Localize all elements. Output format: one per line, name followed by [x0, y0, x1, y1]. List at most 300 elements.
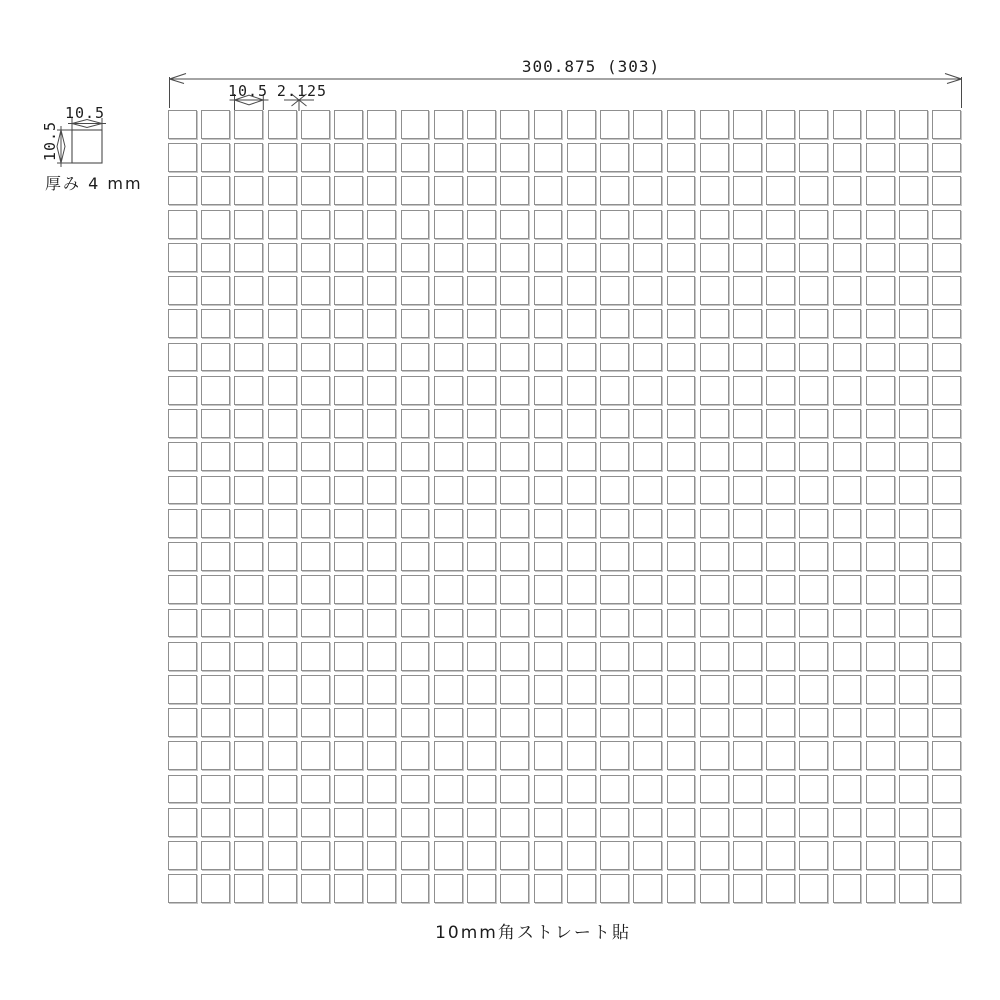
tile — [434, 409, 463, 438]
tile — [168, 609, 197, 638]
tile — [899, 841, 928, 870]
tile — [467, 376, 496, 405]
tile — [401, 675, 430, 704]
tile — [201, 376, 230, 405]
tile — [367, 409, 396, 438]
tile — [733, 376, 762, 405]
tile — [633, 476, 662, 505]
tile — [866, 708, 895, 737]
tile — [733, 343, 762, 372]
tile — [500, 575, 529, 604]
tile — [667, 509, 696, 538]
tile — [899, 509, 928, 538]
tile — [234, 409, 263, 438]
tile — [401, 110, 430, 139]
tile — [733, 110, 762, 139]
tile — [899, 476, 928, 505]
tile — [567, 176, 596, 205]
tile — [567, 775, 596, 804]
tile — [367, 509, 396, 538]
tile — [866, 476, 895, 505]
tile — [799, 708, 828, 737]
tile — [234, 476, 263, 505]
tile — [932, 343, 961, 372]
tile — [434, 442, 463, 471]
tile — [367, 210, 396, 239]
tile — [334, 176, 363, 205]
tile — [932, 309, 961, 338]
tile — [700, 609, 729, 638]
tile — [168, 210, 197, 239]
tile — [833, 509, 862, 538]
tile — [766, 874, 795, 903]
tile — [234, 609, 263, 638]
tile — [700, 841, 729, 870]
tile — [667, 210, 696, 239]
tile — [500, 176, 529, 205]
tile — [667, 808, 696, 837]
tile — [633, 609, 662, 638]
tile — [500, 143, 529, 172]
tile — [401, 575, 430, 604]
tile — [367, 609, 396, 638]
tile — [334, 243, 363, 272]
tile — [567, 343, 596, 372]
tile — [766, 675, 795, 704]
tile — [500, 841, 529, 870]
tile — [633, 775, 662, 804]
tile — [633, 509, 662, 538]
tile — [168, 110, 197, 139]
tile — [234, 376, 263, 405]
tile — [168, 775, 197, 804]
tile — [268, 442, 297, 471]
tile — [301, 343, 330, 372]
tile — [600, 808, 629, 837]
tile — [932, 874, 961, 903]
tile — [434, 642, 463, 671]
tile — [367, 741, 396, 770]
tile — [899, 675, 928, 704]
tile — [334, 276, 363, 305]
tile — [301, 276, 330, 305]
tile — [301, 575, 330, 604]
tile — [667, 176, 696, 205]
tile-detail-view — [57, 118, 106, 167]
tile — [467, 542, 496, 571]
tile — [600, 609, 629, 638]
tile — [401, 309, 430, 338]
tile — [567, 575, 596, 604]
tile — [799, 675, 828, 704]
tile — [234, 442, 263, 471]
tile — [301, 243, 330, 272]
tile — [367, 808, 396, 837]
tile — [201, 575, 230, 604]
tile — [268, 409, 297, 438]
tile — [467, 409, 496, 438]
tile — [168, 642, 197, 671]
tile — [500, 309, 529, 338]
tile — [833, 575, 862, 604]
tile — [932, 708, 961, 737]
tile — [367, 841, 396, 870]
tile — [899, 609, 928, 638]
tile — [234, 642, 263, 671]
tile — [334, 775, 363, 804]
tile — [700, 675, 729, 704]
tile — [733, 841, 762, 870]
tile — [932, 575, 961, 604]
tile — [700, 210, 729, 239]
tile — [567, 442, 596, 471]
tile — [899, 309, 928, 338]
tile — [201, 176, 230, 205]
tile — [268, 741, 297, 770]
tile — [833, 309, 862, 338]
tile — [932, 276, 961, 305]
tile — [899, 542, 928, 571]
tile — [799, 276, 828, 305]
tile — [567, 276, 596, 305]
tile — [766, 708, 795, 737]
tile — [700, 775, 729, 804]
tile — [301, 376, 330, 405]
tile — [833, 343, 862, 372]
tile — [899, 741, 928, 770]
dimension-arrow-left-icon — [170, 74, 187, 84]
tile — [334, 409, 363, 438]
tile — [434, 874, 463, 903]
tile — [201, 509, 230, 538]
tile — [534, 609, 563, 638]
tile — [334, 376, 363, 405]
tile — [201, 409, 230, 438]
tile — [633, 276, 662, 305]
tile — [766, 542, 795, 571]
tile — [301, 442, 330, 471]
tile — [899, 775, 928, 804]
tile — [168, 874, 197, 903]
tile — [799, 741, 828, 770]
tile — [833, 243, 862, 272]
tile — [667, 642, 696, 671]
tile — [899, 143, 928, 172]
tile — [201, 775, 230, 804]
tile — [932, 409, 961, 438]
tile — [866, 841, 895, 870]
detail-thickness-label: 厚み 4 mm — [45, 174, 143, 193]
tile — [799, 874, 828, 903]
tile — [866, 376, 895, 405]
tile — [733, 276, 762, 305]
tile — [201, 309, 230, 338]
tile — [932, 176, 961, 205]
tile — [899, 243, 928, 272]
tile — [367, 276, 396, 305]
tile — [234, 343, 263, 372]
tile-grid — [168, 110, 961, 903]
tile — [467, 509, 496, 538]
tile — [667, 276, 696, 305]
tile — [567, 376, 596, 405]
tile — [168, 542, 197, 571]
tile — [567, 808, 596, 837]
tile — [633, 110, 662, 139]
tile — [866, 874, 895, 903]
tile — [500, 210, 529, 239]
tile — [534, 442, 563, 471]
tile — [500, 110, 529, 139]
tile — [700, 276, 729, 305]
tile — [567, 110, 596, 139]
tile — [733, 775, 762, 804]
tile — [334, 309, 363, 338]
tile — [367, 442, 396, 471]
tile — [600, 775, 629, 804]
tile — [899, 874, 928, 903]
tile — [733, 542, 762, 571]
tile — [367, 708, 396, 737]
tile — [168, 343, 197, 372]
tile — [600, 575, 629, 604]
tile — [833, 874, 862, 903]
tile — [500, 376, 529, 405]
tile — [268, 210, 297, 239]
tile — [700, 409, 729, 438]
tile — [833, 376, 862, 405]
tile — [733, 675, 762, 704]
tile — [866, 176, 895, 205]
tile — [700, 110, 729, 139]
tile — [600, 741, 629, 770]
tile — [567, 143, 596, 172]
tile — [268, 708, 297, 737]
tile — [434, 276, 463, 305]
tile — [401, 343, 430, 372]
tile — [833, 808, 862, 837]
tile — [567, 476, 596, 505]
tile — [799, 442, 828, 471]
tile — [833, 176, 862, 205]
tile — [534, 509, 563, 538]
tile — [833, 442, 862, 471]
tile — [899, 210, 928, 239]
tile — [667, 542, 696, 571]
tile — [234, 276, 263, 305]
tile — [434, 210, 463, 239]
tile — [833, 276, 862, 305]
tile — [467, 243, 496, 272]
tile — [700, 808, 729, 837]
tile — [434, 609, 463, 638]
tile — [434, 243, 463, 272]
tile — [367, 376, 396, 405]
tile — [899, 376, 928, 405]
tile — [367, 476, 396, 505]
tile — [201, 276, 230, 305]
tile — [534, 243, 563, 272]
tile — [268, 841, 297, 870]
tile — [534, 376, 563, 405]
tile — [301, 309, 330, 338]
tile — [833, 210, 862, 239]
tile — [932, 509, 961, 538]
tile — [733, 609, 762, 638]
tile — [799, 509, 828, 538]
tile — [633, 741, 662, 770]
tile — [367, 874, 396, 903]
tile — [334, 642, 363, 671]
tile — [268, 309, 297, 338]
tile — [633, 708, 662, 737]
tile — [932, 476, 961, 505]
tile — [500, 775, 529, 804]
tile — [700, 143, 729, 172]
detail-height-label: 10.5 — [41, 120, 59, 162]
tile — [534, 808, 563, 837]
tile — [268, 343, 297, 372]
tile — [434, 542, 463, 571]
tile — [667, 143, 696, 172]
tile — [434, 143, 463, 172]
tile — [201, 243, 230, 272]
tile — [234, 741, 263, 770]
tile — [301, 176, 330, 205]
tile — [700, 243, 729, 272]
tile — [534, 276, 563, 305]
tile — [467, 210, 496, 239]
tile — [866, 210, 895, 239]
tile — [799, 243, 828, 272]
tile — [700, 176, 729, 205]
tile — [467, 841, 496, 870]
tile — [268, 542, 297, 571]
tile — [899, 642, 928, 671]
tile — [766, 409, 795, 438]
tile — [567, 708, 596, 737]
tile — [866, 409, 895, 438]
tile — [467, 575, 496, 604]
tile — [833, 841, 862, 870]
tile — [168, 376, 197, 405]
tile — [467, 110, 496, 139]
tile — [799, 575, 828, 604]
tile — [799, 110, 828, 139]
tile — [201, 476, 230, 505]
tile — [401, 841, 430, 870]
tile — [866, 276, 895, 305]
tile — [799, 775, 828, 804]
tile — [866, 675, 895, 704]
tile — [733, 143, 762, 172]
tile — [866, 509, 895, 538]
tile — [301, 675, 330, 704]
tile — [401, 376, 430, 405]
tile — [234, 143, 263, 172]
tile — [467, 642, 496, 671]
tile — [700, 542, 729, 571]
tile — [833, 708, 862, 737]
tile — [434, 741, 463, 770]
tile — [201, 874, 230, 903]
tile — [866, 741, 895, 770]
tile — [500, 542, 529, 571]
tile — [567, 210, 596, 239]
tile — [799, 176, 828, 205]
tile — [168, 476, 197, 505]
tile — [700, 509, 729, 538]
tile — [766, 575, 795, 604]
tile — [899, 343, 928, 372]
tile — [467, 675, 496, 704]
tile — [833, 542, 862, 571]
tile — [434, 575, 463, 604]
tile — [932, 808, 961, 837]
tile — [600, 343, 629, 372]
tile — [733, 176, 762, 205]
tile — [401, 210, 430, 239]
tile — [334, 808, 363, 837]
tile — [201, 642, 230, 671]
tile — [866, 542, 895, 571]
tile — [932, 642, 961, 671]
tile — [567, 642, 596, 671]
tile — [833, 741, 862, 770]
tile — [733, 476, 762, 505]
tile — [600, 276, 629, 305]
dimension-arrow-right-icon — [945, 74, 962, 84]
tile — [534, 143, 563, 172]
tile — [500, 442, 529, 471]
tile — [201, 343, 230, 372]
tile — [633, 409, 662, 438]
tile — [633, 210, 662, 239]
tile — [334, 343, 363, 372]
tile — [500, 609, 529, 638]
tile — [866, 642, 895, 671]
tile — [932, 376, 961, 405]
tile — [766, 841, 795, 870]
tile — [700, 575, 729, 604]
tile — [234, 542, 263, 571]
tile — [567, 741, 596, 770]
tile — [733, 243, 762, 272]
tile — [401, 509, 430, 538]
tile — [268, 874, 297, 903]
tile — [932, 442, 961, 471]
tile — [766, 775, 795, 804]
tile — [301, 841, 330, 870]
tile — [866, 243, 895, 272]
tile — [467, 874, 496, 903]
tile — [168, 575, 197, 604]
tile — [733, 874, 762, 903]
tile — [567, 309, 596, 338]
tile — [633, 841, 662, 870]
tile — [633, 143, 662, 172]
tile — [866, 575, 895, 604]
tile — [334, 210, 363, 239]
tile — [633, 309, 662, 338]
tile — [667, 343, 696, 372]
tile — [567, 675, 596, 704]
tile — [766, 176, 795, 205]
tile — [401, 442, 430, 471]
tile — [833, 775, 862, 804]
tile — [733, 442, 762, 471]
tile — [667, 609, 696, 638]
